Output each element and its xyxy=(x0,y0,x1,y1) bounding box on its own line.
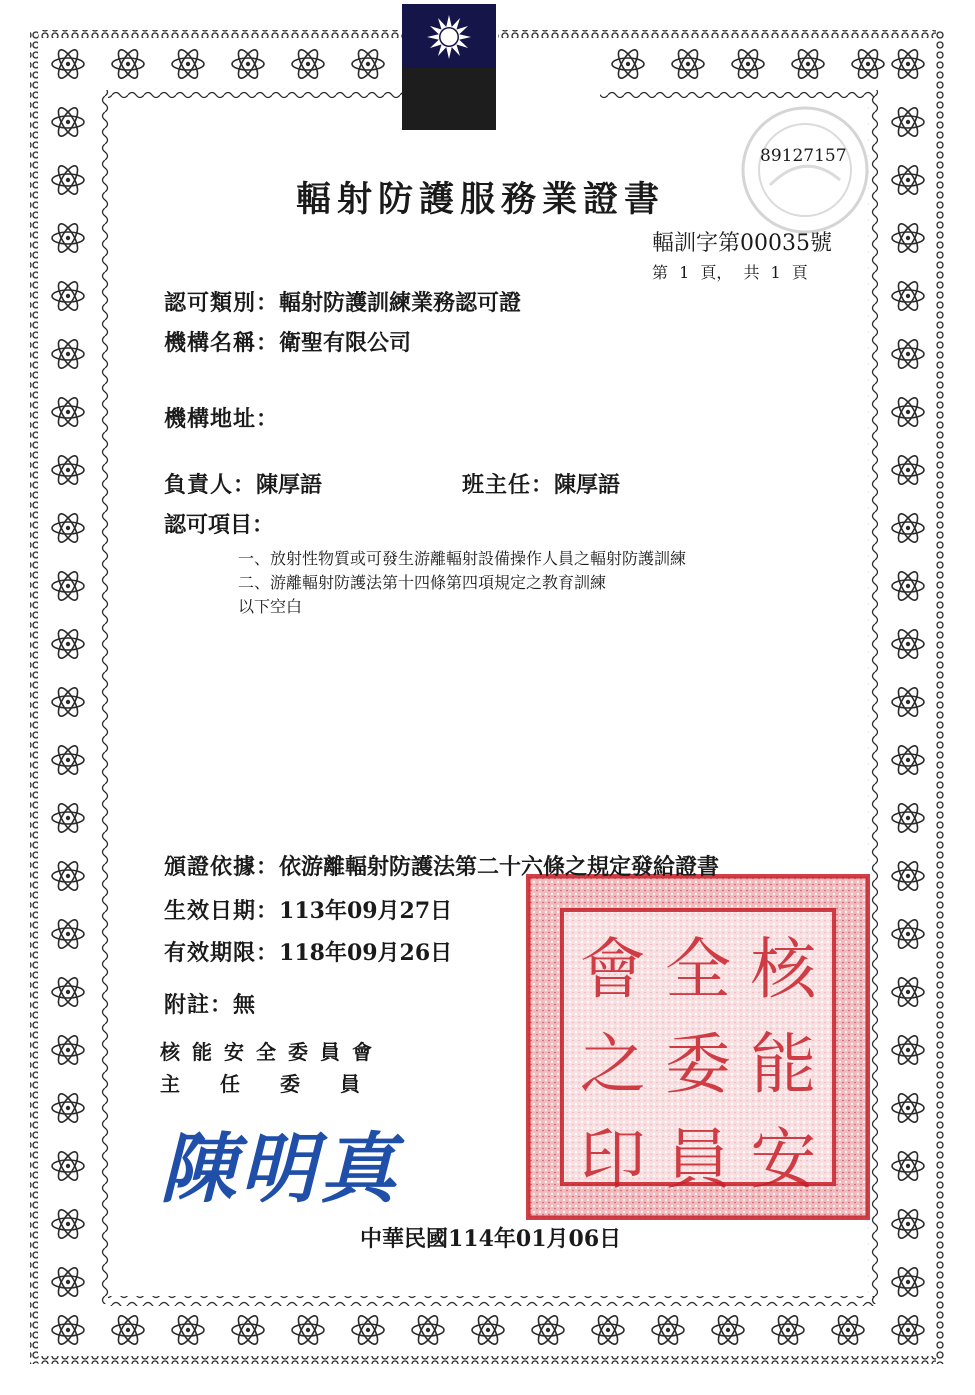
issuer-title-char: 員 xyxy=(340,1072,360,1096)
issuer-organization: 核能安全委員會 xyxy=(160,1040,384,1064)
expiry-date-label: 有效期限： xyxy=(164,940,280,966)
responsible-person-value: 陳厚語 xyxy=(256,472,323,498)
white-sun-icon xyxy=(424,12,474,62)
approved-item-1: 一、放射性物質或可發生游離輻射設備操作人員之輻射防護訓練 xyxy=(238,549,687,568)
seal-char: 能 xyxy=(750,1026,817,1103)
certificate-title: 輻射防護服務業證書 xyxy=(296,179,666,220)
basis-field xyxy=(164,850,719,881)
seal-char: 安 xyxy=(750,1121,817,1198)
seal-char: 核 xyxy=(750,931,817,1008)
remarks-value: 無 xyxy=(233,992,256,1018)
org-name-field xyxy=(164,326,411,357)
org-name-label: 機構名稱： xyxy=(164,330,280,356)
seal-characters xyxy=(570,916,826,1198)
seal-char: 會 xyxy=(579,931,646,1008)
expiry-date-field xyxy=(164,936,452,967)
class-director-label: 班主任： xyxy=(462,472,555,498)
approved-items-label: 認可項目： xyxy=(164,512,275,538)
approved-item-2: 二、游離輻射防護法第十四條第四項規定之教育訓練 xyxy=(238,573,607,592)
org-address-field xyxy=(164,402,279,433)
basis-value: 依游離輻射防護法第二十六條之規定發給證書 xyxy=(279,854,720,880)
seal-char: 委 xyxy=(665,1026,731,1103)
class-director-field xyxy=(462,468,620,499)
certificate-serial-number: 89127157 xyxy=(760,146,847,166)
issuer-signature: 陳明真 xyxy=(160,1124,400,1213)
issuer-title-char: 委 xyxy=(280,1072,300,1096)
expiry-date-value: 118年09月26日 xyxy=(279,940,453,966)
responsible-person-label: 負責人： xyxy=(164,472,257,498)
seal-char: 員 xyxy=(665,1121,731,1198)
category-field xyxy=(164,286,521,317)
national-flag xyxy=(402,4,496,130)
class-director-value: 陳厚語 xyxy=(554,472,621,498)
issuer-title xyxy=(160,1068,400,1097)
category-value: 輻射防護訓練業務認可證 xyxy=(279,290,522,316)
effective-date-value: 113年09月27日 xyxy=(279,898,453,924)
basis-label: 頒證依據： xyxy=(164,854,280,880)
embossed-stamp xyxy=(730,100,880,240)
issuer-title-char: 主 xyxy=(160,1072,180,1096)
official-seal xyxy=(526,874,870,1220)
effective-date-label: 生效日期： xyxy=(164,898,280,924)
document-number: 輻訓字第00035號 xyxy=(652,231,832,256)
org-address-label: 機構地址： xyxy=(164,406,280,432)
remarks-field xyxy=(164,988,255,1019)
seal-char: 之 xyxy=(579,1026,646,1103)
category-label: 認可類別： xyxy=(164,290,280,316)
issue-date: 中華民國114年01月06日 xyxy=(360,1226,622,1252)
responsible-person-field xyxy=(164,468,322,499)
page-info: 第 1 頁， 共 1 頁 xyxy=(652,263,808,282)
org-name-value: 衛聖有限公司 xyxy=(279,330,412,356)
approved-item-end-note: 以下空白 xyxy=(238,597,303,616)
seal-char: 印 xyxy=(579,1121,646,1198)
effective-date-field xyxy=(164,894,452,925)
remarks-label: 附註： xyxy=(164,992,234,1018)
seal-char: 全 xyxy=(665,931,731,1008)
issuer-title-char: 任 xyxy=(220,1072,240,1096)
